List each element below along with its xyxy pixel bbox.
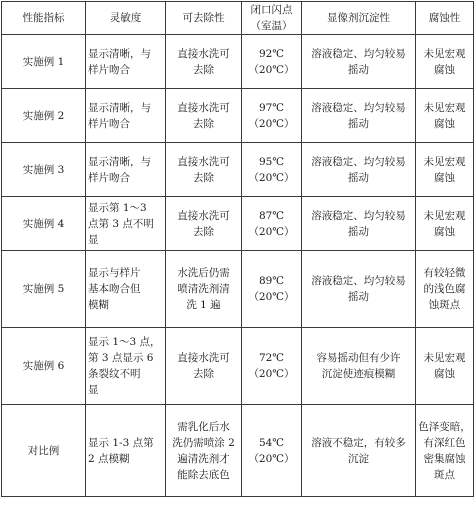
flash-point-cell: 54℃ （20℃） (242, 405, 302, 497)
row-label: 实施例 5 (2, 251, 86, 328)
table-row (2, 328, 474, 405)
flash-point-cell: 89℃ （20℃） (242, 251, 302, 328)
row-label: 实施例 4 (2, 197, 86, 251)
corrosion-cell: 未见宏观 腐蚀 (416, 328, 474, 405)
removability-cell: 需乳化后水 洗仍需喷涂 2 遍清洗剂才 能除去底色 (166, 405, 242, 497)
corrosion-cell: 未见宏观 腐蚀 (416, 89, 474, 143)
sensitivity-cell: 显示清晰，与 样片吻合 (86, 35, 166, 89)
sedimentation-cell: 溶液稳定、均匀较易 摇动 (302, 35, 416, 89)
row-label: 实施例 1 (2, 35, 86, 89)
header-flash-point: 闭口闪点 （室温） (242, 2, 302, 35)
row-label: 实施例 6 (2, 328, 86, 405)
sedimentation-cell: 溶液不稳定，有较多 沉淀 (302, 405, 416, 497)
sensitivity-cell: 显示 1-3 点第 2 点模糊 (86, 405, 166, 497)
flash-point-cell: 97℃ （20℃） (242, 89, 302, 143)
table-row (2, 35, 474, 89)
table-row (2, 89, 474, 143)
header-sensitivity: 灵敏度 (86, 2, 166, 35)
sensitivity-cell: 显示清晰，与 样片吻合 (86, 89, 166, 143)
sensitivity-cell: 显示第 1～3 点第 3 点不明 显 (86, 197, 166, 251)
table-row (2, 251, 474, 328)
removability-cell: 直接水洗可 去除 (166, 328, 242, 405)
table-header-row (2, 2, 474, 35)
header-developer-sedimentation: 显像剂沉淀性 (302, 2, 416, 35)
corrosion-cell: 色泽变暗， 有深红色 密集腐蚀 斑点 (416, 405, 474, 497)
removability-cell: 直接水洗可 去除 (166, 35, 242, 89)
flash-point-cell: 87℃ （20℃） (242, 197, 302, 251)
header-corrosion: 腐蚀性 (416, 2, 474, 35)
removability-cell: 水洗后仍需 喷清洗剂清 洗 1 遍 (166, 251, 242, 328)
flash-point-cell: 95℃ （20℃） (242, 143, 302, 197)
sensitivity-cell: 显示 1～3 点， 第 3 点显示 6 条裂纹不明 显 (86, 328, 166, 405)
performance-table (1, 1, 474, 497)
table-row (2, 405, 474, 497)
sedimentation-cell: 溶液稳定、均匀较易 摇动 (302, 89, 416, 143)
row-label: 实施例 3 (2, 143, 86, 197)
sedimentation-cell: 溶液稳定、均匀较易 摇动 (302, 143, 416, 197)
removability-cell: 直接水洗可 去除 (166, 143, 242, 197)
sensitivity-cell: 显示与样片 基本吻合但 模糊 (86, 251, 166, 328)
sensitivity-cell: 显示清晰，与 样片吻合 (86, 143, 166, 197)
sedimentation-cell: 溶液稳定、均匀较易 摇动 (302, 197, 416, 251)
header-performance-index: 性能指标 (2, 2, 86, 35)
removability-cell: 直接水洗可 去除 (166, 197, 242, 251)
corrosion-cell: 未见宏观 腐蚀 (416, 197, 474, 251)
row-label: 实施例 2 (2, 89, 86, 143)
table-row (2, 197, 474, 251)
corrosion-cell: 有较轻微 的浅色腐 蚀斑点 (416, 251, 474, 328)
header-removability: 可去除性 (166, 2, 242, 35)
row-label: 对比例 (2, 405, 86, 497)
table-row (2, 143, 474, 197)
corrosion-cell: 未见宏观 腐蚀 (416, 35, 474, 89)
removability-cell: 直接水洗可 去除 (166, 89, 242, 143)
sedimentation-cell: 容易摇动但有少许 沉淀使迹痕模糊 (302, 328, 416, 405)
corrosion-cell: 未见宏观 腐蚀 (416, 143, 474, 197)
sedimentation-cell: 溶液稳定、均匀较易 摇动 (302, 251, 416, 328)
flash-point-cell: 72℃ （20℃） (242, 328, 302, 405)
flash-point-cell: 92℃ （20℃） (242, 35, 302, 89)
